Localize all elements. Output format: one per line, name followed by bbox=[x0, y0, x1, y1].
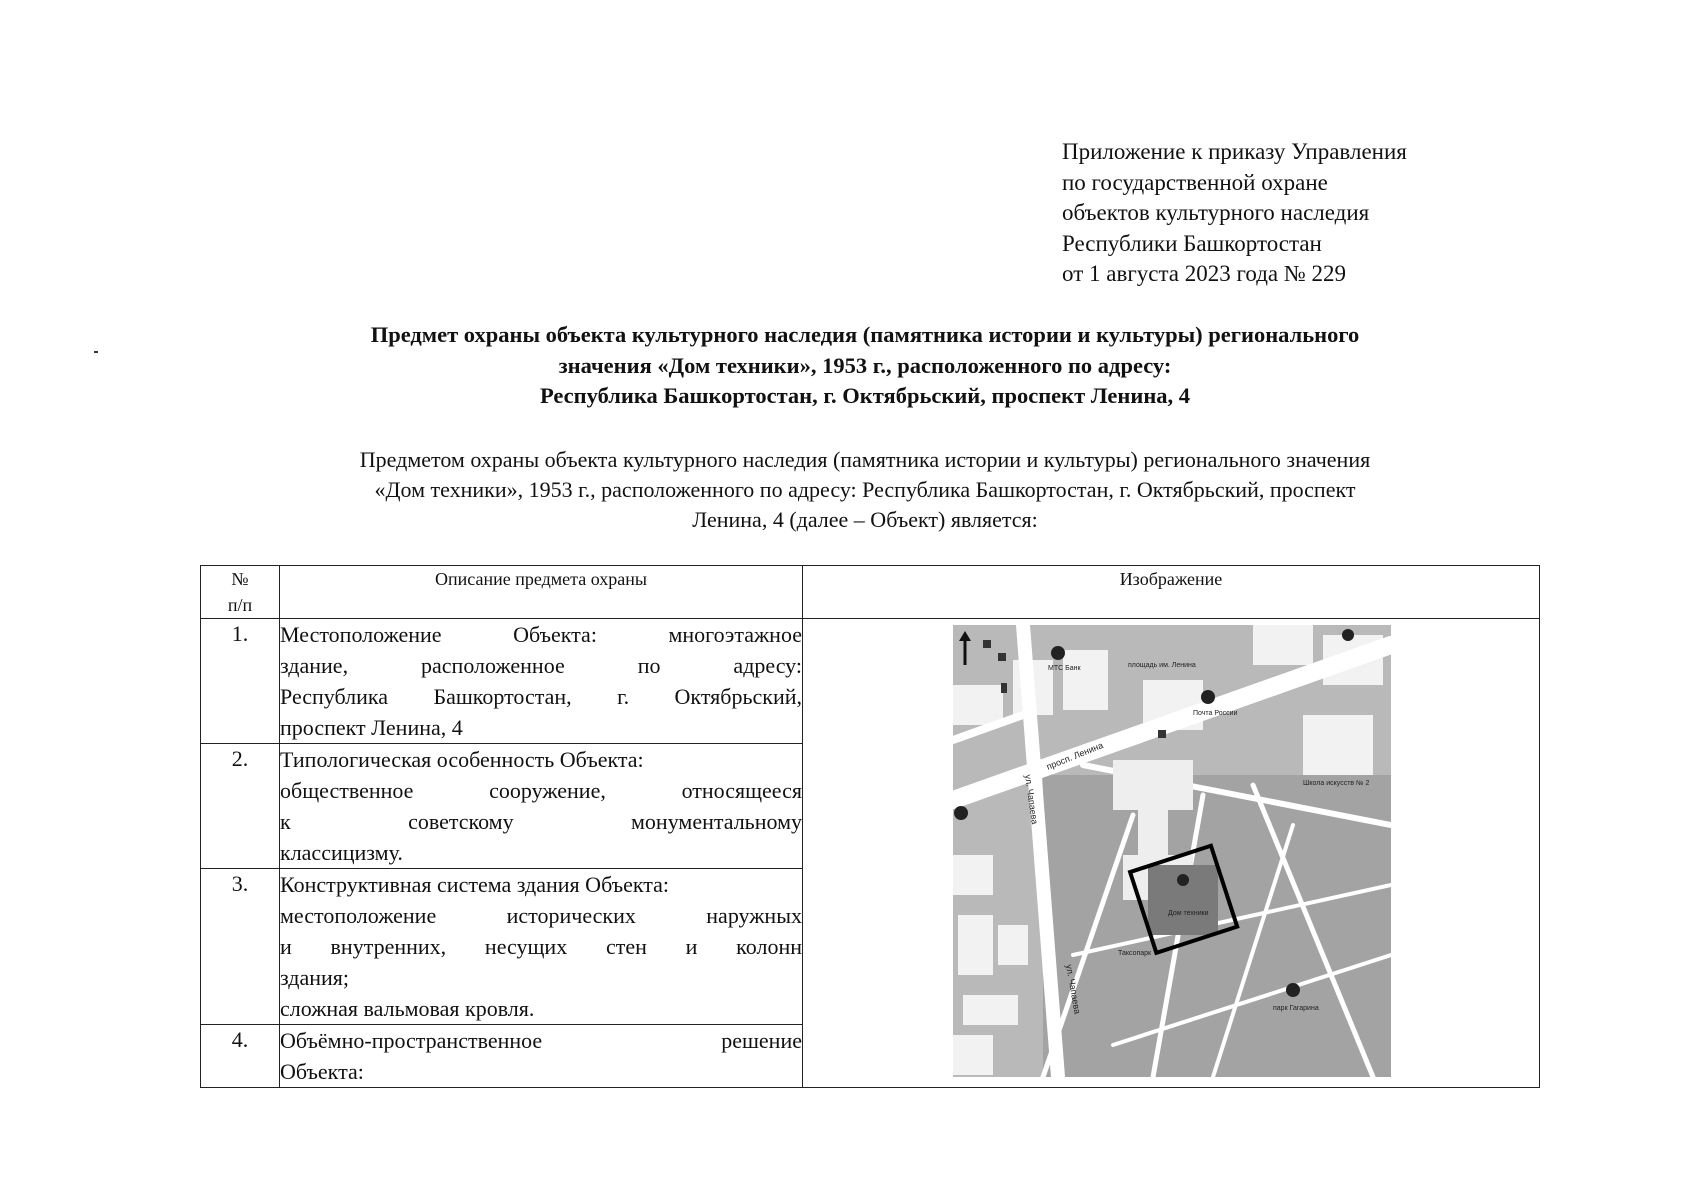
intro-line: Предметом охраны объекта культурного наследия (памятника истории и культуры) регионального значения bbox=[359, 447, 1371, 472]
description-line: проспект Ленина, 4 bbox=[280, 715, 463, 740]
row-description bbox=[280, 869, 803, 1025]
header-number-abbr: п/п bbox=[227, 595, 253, 615]
scan-speck bbox=[94, 351, 98, 353]
document-title bbox=[200, 320, 1530, 412]
poi-label: МТС Банк bbox=[1048, 665, 1081, 672]
description-line: местоположение исторических наружных bbox=[280, 903, 802, 928]
row-number: 2. bbox=[201, 744, 280, 869]
intro-paragraph bbox=[200, 445, 1530, 535]
appendix-line: Приложение к приказу Управления bbox=[1062, 139, 1407, 164]
description-line: общественное сооружение, относящееся bbox=[280, 778, 802, 803]
map-cell bbox=[803, 619, 1540, 1088]
appendix-line: от 1 августа 2023 года № 229 bbox=[1062, 261, 1347, 286]
description-line: Типологическая особенность Объекта: bbox=[280, 747, 644, 772]
poi-label: парк Гагарина bbox=[1273, 1005, 1319, 1012]
description-line: Местоположение Объекта: многоэтажное bbox=[280, 622, 802, 647]
location-map bbox=[953, 625, 1391, 1077]
description-line: к советскому монументальному bbox=[280, 809, 802, 834]
appendix-line: по государственной охране bbox=[1062, 169, 1328, 195]
row-description bbox=[280, 619, 803, 744]
row-number: 4. bbox=[201, 1025, 280, 1088]
description-line: и внутренних, несущих стен и колонн bbox=[280, 934, 802, 959]
poi-label: площадь им. Ленина bbox=[1128, 662, 1196, 669]
description-line: Республика Башкортостан, г. Октябрьский, bbox=[280, 684, 802, 709]
poi-label: Почта России bbox=[1193, 710, 1238, 717]
header-number-sign: № bbox=[231, 569, 249, 589]
row-number: 3. bbox=[201, 869, 280, 1025]
appendix-note bbox=[1062, 137, 1482, 290]
street-label: просп. Ленина bbox=[1045, 740, 1105, 772]
intro-line: «Дом техники», 1953 г., расположенного по адресу: Республика Башкортостан, г. Октябрьский, проспект bbox=[374, 477, 1356, 502]
description-line: Объёмно-пространственное решение bbox=[280, 1028, 802, 1053]
street-label: ул. Чапаева bbox=[1064, 963, 1083, 1015]
street-label: ул. Чапаева bbox=[1023, 773, 1040, 825]
title-line: значения «Дом техники», 1953 г., расположенного по адресу: bbox=[558, 352, 1172, 378]
description-line: здание, расположенное по адресу: bbox=[280, 653, 802, 678]
poi-label: Школа искусств № 2 bbox=[1303, 780, 1370, 787]
description-line: сложная вальмовая кровля. bbox=[280, 996, 535, 1021]
poi-label: Дом техники bbox=[1168, 910, 1209, 917]
description-line: Конструктивная система здания Объекта: bbox=[280, 872, 670, 897]
description-line: Объекта: bbox=[280, 1059, 364, 1084]
table-row bbox=[201, 619, 1540, 744]
row-description bbox=[280, 744, 803, 869]
description-line: классицизму. bbox=[280, 840, 403, 865]
appendix-line: объектов культурного наследия bbox=[1062, 200, 1370, 225]
table-header-row bbox=[201, 566, 1540, 619]
header-image: Изображение bbox=[803, 566, 1540, 619]
row-number: 1. bbox=[201, 619, 280, 744]
row-description bbox=[280, 1025, 803, 1088]
intro-line: Ленина, 4 (далее – Объект) является: bbox=[692, 507, 1038, 532]
description-line: здания; bbox=[280, 965, 350, 990]
header-description: Описание предмета охраны bbox=[280, 566, 803, 619]
header-number bbox=[201, 566, 280, 619]
title-line: Предмет охраны объекта культурного наследия (памятника истории и культуры) регионального bbox=[370, 322, 1360, 347]
title-line: Республика Башкортостан, г. Октябрьский, проспект Ленина, 4 bbox=[539, 383, 1191, 408]
poi-label: Таксопарк bbox=[1118, 950, 1152, 957]
appendix-line: Республики Башкортостан bbox=[1062, 230, 1322, 256]
protection-subject-table bbox=[200, 565, 1540, 1088]
